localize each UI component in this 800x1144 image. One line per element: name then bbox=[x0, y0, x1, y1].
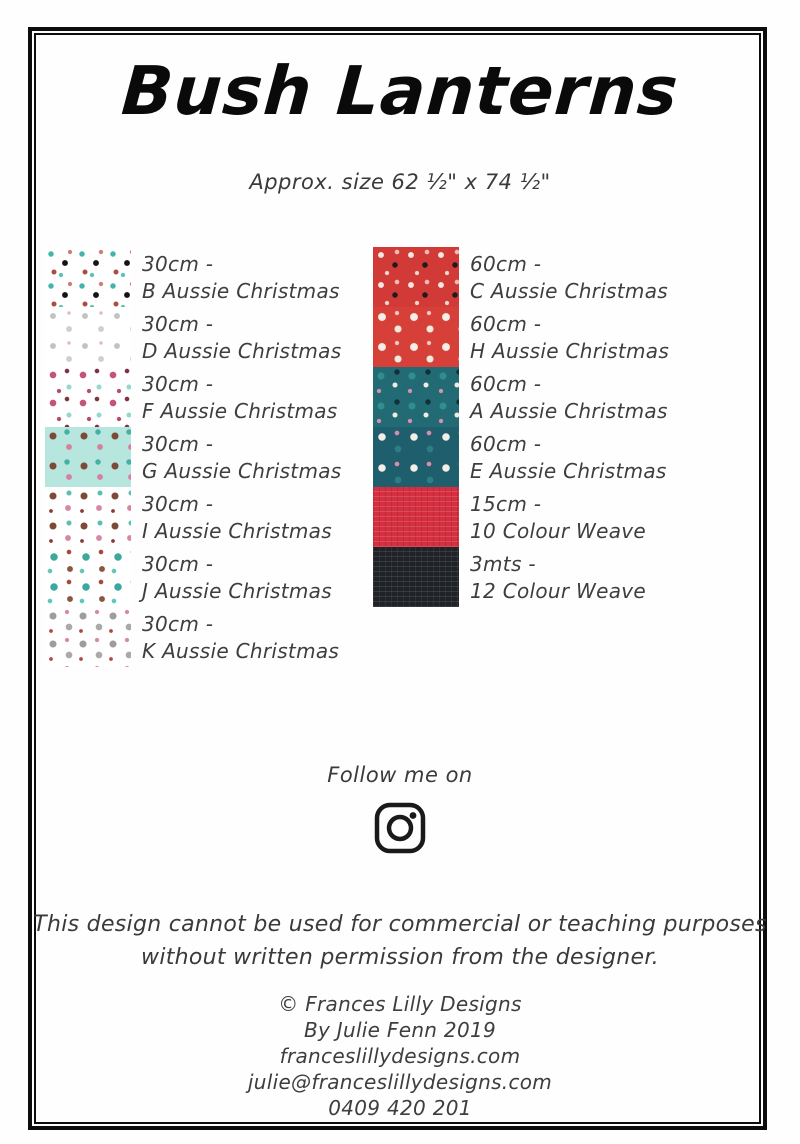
fabric-row bbox=[45, 307, 373, 367]
swatch-i-aussie-christmas bbox=[45, 487, 131, 547]
fabric-column-right bbox=[373, 247, 755, 607]
fabric-qty: 30cm - bbox=[142, 551, 214, 576]
swatch-d-aussie-christmas bbox=[45, 307, 131, 367]
page-title: Bush Lanterns bbox=[119, 52, 681, 130]
fabric-name: J Aussie Christmas bbox=[142, 578, 332, 603]
fabric-qty: 30cm - bbox=[142, 311, 214, 336]
social-block bbox=[0, 763, 800, 860]
fabric-row bbox=[373, 307, 755, 367]
swatch-f-aussie-christmas bbox=[45, 367, 131, 427]
fabric-name: A Aussie Christmas bbox=[470, 398, 668, 423]
fabric-name: C Aussie Christmas bbox=[470, 278, 668, 303]
fabric-row bbox=[45, 367, 373, 427]
fabric-qty: 30cm - bbox=[142, 491, 214, 516]
fabric-qty: 60cm - bbox=[470, 251, 542, 276]
fabric-name: I Aussie Christmas bbox=[142, 518, 332, 543]
fabric-row bbox=[45, 547, 373, 607]
fabric-name: B Aussie Christmas bbox=[142, 278, 340, 303]
swatch-h-aussie-christmas bbox=[373, 307, 459, 367]
fabric-qty: 60cm - bbox=[470, 311, 542, 336]
fabric-qty: 15cm - bbox=[470, 491, 542, 516]
designer-contact-block bbox=[0, 991, 800, 1121]
website-text: franceslillydesigns.com bbox=[279, 1044, 521, 1068]
follow-me-label: Follow me on bbox=[327, 763, 473, 787]
phone-text: 0409 420 201 bbox=[328, 1096, 472, 1120]
swatch-j-aussie-christmas bbox=[45, 547, 131, 607]
fabric-row bbox=[373, 547, 755, 607]
fabric-name: D Aussie Christmas bbox=[142, 338, 342, 363]
copyright-text: © Frances Lilly Designs bbox=[278, 992, 522, 1016]
fabric-name: E Aussie Christmas bbox=[470, 458, 667, 483]
fabric-requirements-list bbox=[45, 247, 755, 667]
instagram-icon bbox=[0, 800, 800, 860]
fabric-qty: 60cm - bbox=[470, 431, 542, 456]
fabric-name: 10 Colour Weave bbox=[470, 518, 647, 543]
usage-notice-line1: This design cannot be used for commercial or teaching purposes bbox=[33, 912, 767, 937]
approx-size-text: Approx. size 62 ½" x 74 ½" bbox=[249, 170, 551, 194]
fabric-row bbox=[373, 427, 755, 487]
fabric-row bbox=[373, 367, 755, 427]
swatch-b-aussie-christmas bbox=[45, 247, 131, 307]
fabric-name: K Aussie Christmas bbox=[142, 638, 340, 663]
swatch-k-aussie-christmas bbox=[45, 607, 131, 667]
fabric-row bbox=[45, 487, 373, 547]
fabric-column-left bbox=[45, 247, 373, 667]
email-text: julie@franceslillydesigns.com bbox=[247, 1070, 553, 1094]
fabric-qty: 30cm - bbox=[142, 431, 214, 456]
fabric-qty: 30cm - bbox=[142, 251, 214, 276]
swatch-12-colour-weave bbox=[373, 547, 459, 607]
fabric-row bbox=[373, 487, 755, 547]
usage-notice bbox=[0, 908, 800, 974]
byline-text: By Julie Fenn 2019 bbox=[303, 1018, 497, 1042]
swatch-10-colour-weave bbox=[373, 487, 459, 547]
fabric-row bbox=[45, 427, 373, 487]
fabric-qty: 30cm - bbox=[142, 611, 214, 636]
swatch-e-aussie-christmas bbox=[373, 427, 459, 487]
fabric-name: G Aussie Christmas bbox=[142, 458, 342, 483]
fabric-qty: 30cm - bbox=[142, 371, 214, 396]
fabric-row bbox=[45, 247, 373, 307]
swatch-c-aussie-christmas bbox=[373, 247, 459, 307]
fabric-name: F Aussie Christmas bbox=[142, 398, 338, 423]
swatch-g-aussie-christmas bbox=[45, 427, 131, 487]
fabric-qty: 3mts - bbox=[470, 551, 536, 576]
swatch-a-aussie-christmas bbox=[373, 367, 459, 427]
fabric-qty: 60cm - bbox=[470, 371, 542, 396]
fabric-row bbox=[373, 247, 755, 307]
fabric-name: H Aussie Christmas bbox=[470, 338, 670, 363]
fabric-name: 12 Colour Weave bbox=[470, 578, 647, 603]
usage-notice-line2: without written permission from the designer. bbox=[141, 945, 659, 970]
fabric-row bbox=[45, 607, 373, 667]
